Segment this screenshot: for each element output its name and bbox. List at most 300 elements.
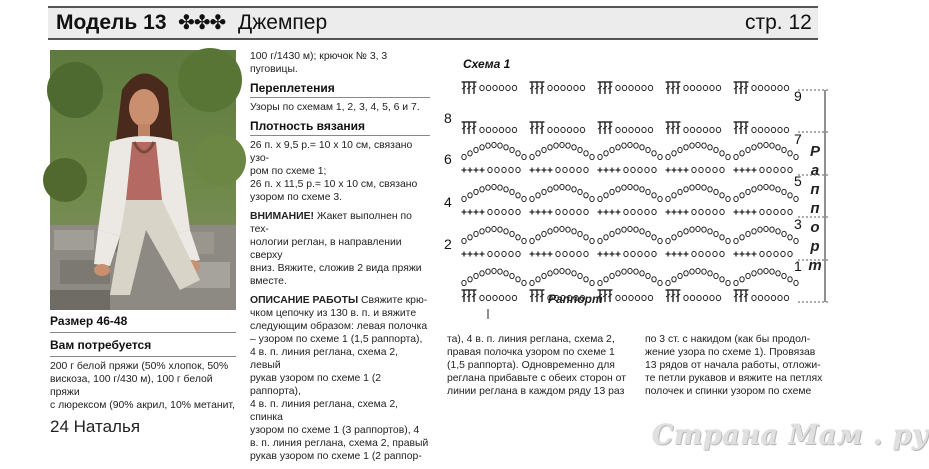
chain-symbol — [522, 280, 526, 285]
chain-symbol — [788, 277, 792, 282]
chain-symbol — [634, 185, 638, 190]
chain-symbol — [516, 193, 520, 198]
chain-symbol — [556, 251, 560, 256]
chain-symbol — [536, 151, 540, 156]
single-crochet-symbol — [666, 168, 671, 173]
chain-symbol — [752, 145, 756, 150]
chain-symbol — [678, 273, 682, 278]
chain-symbol — [720, 151, 724, 156]
chain-symbol — [572, 187, 576, 192]
double-crochet-symbol — [734, 82, 739, 94]
chain-symbol — [610, 147, 614, 152]
text-line: 100 г/1430 м); крючок № 3, 3 пуговицы. — [250, 51, 388, 75]
chain-symbol — [760, 251, 764, 256]
chain-symbol — [516, 277, 520, 282]
chain-symbol — [788, 151, 792, 156]
chain-symbol — [486, 295, 490, 300]
single-crochet-symbol — [598, 252, 603, 257]
chain-symbol — [765, 85, 769, 90]
chain-symbol — [468, 151, 472, 156]
rapport-label: Раппорт — [548, 292, 603, 306]
chain-symbol — [604, 277, 608, 282]
chain-symbol — [752, 271, 756, 276]
chain-symbol — [652, 151, 656, 156]
chain-symbol — [652, 277, 656, 282]
double-crochet-symbol — [467, 122, 472, 134]
text-line: та), 4 в. п. линия реглана, схема 2, — [447, 334, 615, 345]
chain-symbol — [658, 154, 662, 159]
chain-symbol — [752, 295, 756, 300]
chain-symbol — [726, 238, 730, 243]
chain-symbol — [512, 127, 516, 132]
double-crochet-symbol — [608, 82, 613, 94]
chain-symbol — [666, 238, 670, 243]
chain-symbol — [629, 295, 633, 300]
chain-symbol — [512, 295, 516, 300]
chain-symbol — [699, 251, 703, 256]
chain-symbol — [703, 127, 707, 132]
double-crochet-symbol — [676, 290, 681, 302]
chain-symbol — [758, 143, 762, 148]
row-number: 2 — [444, 236, 452, 252]
chain-symbol — [697, 85, 701, 90]
chain-symbol — [548, 187, 552, 192]
chain-symbol — [708, 271, 712, 276]
chain-symbol — [570, 251, 574, 256]
rapport-letter: а — [810, 162, 820, 179]
chain-symbol — [499, 295, 503, 300]
chain-symbol — [652, 167, 656, 172]
chain-symbol — [716, 295, 720, 300]
double-crochet-symbol — [598, 122, 603, 134]
chain-symbol — [584, 151, 588, 156]
chain-symbol — [720, 167, 724, 172]
chain-symbol — [782, 231, 786, 236]
chain-symbol — [542, 231, 546, 236]
chain-symbol — [716, 127, 720, 132]
chain-symbol — [578, 231, 582, 236]
chain-symbol — [566, 269, 570, 274]
double-crochet-symbol — [744, 82, 749, 94]
chain-symbol — [468, 235, 472, 240]
chain-symbol — [495, 209, 499, 214]
double-crochet-symbol — [676, 82, 681, 94]
rapport-letter: т — [808, 257, 822, 274]
chain-symbol — [590, 154, 594, 159]
chain-symbol — [504, 145, 508, 150]
chain-symbol — [522, 196, 526, 201]
chain-symbol — [468, 277, 472, 282]
text-line: узором по схеме 1 (3 раппортов), 4 — [250, 425, 420, 436]
text-line: 200 г белой пряжи (50% хлопок, 50% — [50, 361, 229, 372]
single-crochet-symbol — [746, 210, 751, 215]
single-crochet-symbol — [530, 252, 535, 257]
chain-symbol — [542, 273, 546, 278]
double-crochet-symbol — [666, 122, 671, 134]
chain-symbol — [690, 227, 694, 232]
text-line: 4 в. п. линия реглана, схема 2, спинка — [250, 399, 399, 423]
chain-symbol — [548, 229, 552, 234]
chain-symbol — [642, 85, 646, 90]
chain-symbol — [516, 151, 520, 156]
chain-symbol — [542, 147, 546, 152]
chain-symbol — [504, 229, 508, 234]
chain-symbol — [580, 85, 584, 90]
chain-symbol — [504, 271, 508, 276]
chain-symbol — [598, 238, 602, 243]
chain-symbol — [578, 147, 582, 152]
chain-symbol — [740, 151, 744, 156]
chain-symbol — [690, 269, 694, 274]
single-crochet-symbol — [536, 210, 541, 215]
chain-symbol — [498, 185, 502, 190]
chain-symbol — [499, 85, 503, 90]
chain-symbol — [563, 251, 567, 256]
chain-symbol — [720, 235, 724, 240]
chain-symbol — [720, 193, 724, 198]
chain-symbol — [474, 147, 478, 152]
chain-symbol — [462, 280, 466, 285]
single-crochet-symbol — [610, 252, 615, 257]
chain-symbol — [554, 227, 558, 232]
chain-symbol — [631, 209, 635, 214]
chain-symbol — [771, 85, 775, 90]
chain-symbol — [778, 127, 782, 132]
chain-symbol — [493, 295, 497, 300]
chain-symbol — [702, 269, 706, 274]
text-line: рукав узором по схеме 1 (2 раппорта), — [250, 373, 382, 397]
double-crochet-symbol — [671, 82, 676, 94]
chain-symbol — [734, 280, 738, 285]
chain-symbol — [640, 271, 644, 276]
chain-symbol — [778, 85, 782, 90]
single-crochet-symbol — [684, 210, 689, 215]
chain-symbol — [577, 167, 581, 172]
single-crochet-symbol — [616, 252, 621, 257]
chain-symbol — [530, 196, 534, 201]
text-line: ром по схеме 1; — [250, 166, 327, 177]
chain-symbol — [784, 295, 788, 300]
chain-symbol — [696, 268, 700, 273]
chain-symbol — [658, 280, 662, 285]
single-crochet-symbol — [740, 168, 745, 173]
chain-symbol — [560, 184, 564, 189]
chain-symbol — [570, 209, 574, 214]
single-crochet-symbol — [734, 168, 739, 173]
chain-symbol — [634, 227, 638, 232]
chain-symbol — [498, 269, 502, 274]
chain-symbol — [492, 268, 496, 273]
chain-symbol — [710, 295, 714, 300]
instructions-column-4 — [645, 333, 835, 398]
chain-symbol — [702, 185, 706, 190]
chain-symbol — [560, 226, 564, 231]
chain-symbol — [648, 85, 652, 90]
chain-symbol — [536, 193, 540, 198]
chain-symbol — [692, 209, 696, 214]
chain-symbol — [572, 271, 576, 276]
text-line: 26 п. х 9,5 р.= 10 х 10 см, связано узо- — [250, 140, 413, 164]
chain-symbol — [767, 167, 771, 172]
double-crochet-symbol — [530, 122, 535, 134]
chain-symbol — [634, 269, 638, 274]
chain-symbol — [666, 280, 670, 285]
chain-symbol — [746, 147, 750, 152]
chain-symbol — [624, 251, 628, 256]
chain-symbol — [758, 127, 762, 132]
double-crochet-symbol — [603, 82, 608, 94]
page-reference: стр. 12 — [745, 11, 812, 34]
chain-symbol — [771, 127, 775, 132]
chain-symbol — [696, 142, 700, 147]
text-line: реглана прибавьте с обеих сторон от — [447, 373, 626, 384]
chain-symbol — [640, 145, 644, 150]
chain-symbol — [570, 167, 574, 172]
chain-symbol — [584, 235, 588, 240]
crochet-diagram — [440, 70, 830, 325]
chain-symbol — [510, 231, 514, 236]
chain-symbol — [699, 167, 703, 172]
chain-symbol — [590, 238, 594, 243]
chain-symbol — [635, 85, 639, 90]
chain-symbol — [794, 280, 798, 285]
single-crochet-symbol — [604, 252, 609, 257]
chain-symbol — [706, 251, 710, 256]
chain-symbol — [646, 273, 650, 278]
chain-symbol — [506, 127, 510, 132]
chain-symbol — [734, 154, 738, 159]
chain-symbol — [740, 235, 744, 240]
single-crochet-symbol — [734, 210, 739, 215]
work-description-label: ОПИСАНИЕ РАБОТЫ — [250, 295, 359, 306]
chain-symbol — [480, 145, 484, 150]
chain-symbol — [509, 209, 513, 214]
chain-symbol — [556, 209, 560, 214]
density-heading: Плотность вязания — [250, 120, 430, 136]
chain-symbol — [502, 209, 506, 214]
materials-text — [50, 360, 240, 412]
double-crochet-symbol — [467, 290, 472, 302]
chain-symbol — [629, 127, 633, 132]
chain-symbol — [720, 277, 724, 282]
model-name: Джемпер — [238, 11, 328, 34]
chain-symbol — [462, 154, 466, 159]
single-crochet-symbol — [684, 168, 689, 173]
chain-symbol — [788, 209, 792, 214]
chain-symbol — [746, 189, 750, 194]
size-heading: Размер 46-48 — [50, 314, 128, 328]
chain-symbol — [788, 235, 792, 240]
chain-symbol — [760, 167, 764, 172]
chain-symbol — [604, 235, 608, 240]
chain-symbol — [584, 167, 588, 172]
chain-symbol — [776, 187, 780, 192]
single-crochet-symbol — [604, 210, 609, 215]
chain-symbol — [666, 196, 670, 201]
row-number: 4 — [444, 194, 452, 210]
crochet-chart — [440, 70, 830, 320]
single-crochet-symbol — [480, 252, 485, 257]
chain-symbol — [512, 85, 516, 90]
chain-symbol — [574, 85, 578, 90]
double-crochet-symbol — [462, 290, 467, 302]
row-number: 6 — [444, 151, 452, 167]
chain-symbol — [567, 127, 571, 132]
chain-symbol — [616, 295, 620, 300]
single-crochet-symbol — [542, 210, 547, 215]
chain-symbol — [684, 229, 688, 234]
double-crochet-symbol — [739, 82, 744, 94]
chain-symbol — [726, 196, 730, 201]
page-footer: 24 Наталья — [50, 417, 141, 436]
rapport-letter: о — [810, 219, 820, 236]
chain-symbol — [646, 147, 650, 152]
chain-symbol — [628, 226, 632, 231]
chain-symbol — [684, 271, 688, 276]
chain-symbol — [598, 280, 602, 285]
chain-symbol — [572, 145, 576, 150]
text-line: нологии реглан, в направлении сверху — [250, 237, 402, 261]
chain-symbol — [610, 273, 614, 278]
single-crochet-symbol — [468, 252, 473, 257]
chain-symbol — [578, 273, 582, 278]
chain-symbol — [794, 154, 798, 159]
chain-symbol — [561, 127, 565, 132]
single-crochet-symbol — [548, 168, 553, 173]
chain-symbol — [567, 85, 571, 90]
chain-symbol — [590, 280, 594, 285]
single-crochet-symbol — [666, 252, 671, 257]
text-line: жение узора по схеме 1). Провязав — [645, 347, 816, 358]
instructions-column — [250, 50, 430, 469]
chain-symbol — [658, 238, 662, 243]
double-crochet-symbol — [603, 290, 608, 302]
chain-symbol — [752, 229, 756, 234]
single-crochet-symbol — [542, 168, 547, 173]
single-crochet-symbol — [746, 252, 751, 257]
chain-symbol — [510, 189, 514, 194]
rapport-letter: р — [810, 238, 820, 255]
chain-symbol — [782, 273, 786, 278]
chain-symbol — [648, 127, 652, 132]
single-crochet-symbol — [610, 210, 615, 215]
chain-symbol — [634, 143, 638, 148]
text-line: Жакет выполнен по тех- — [250, 211, 412, 235]
chain-symbol — [492, 142, 496, 147]
chain-symbol — [672, 151, 676, 156]
chain-symbol — [702, 227, 706, 232]
chain-symbol — [536, 277, 540, 282]
chain-symbol — [474, 231, 478, 236]
chain-symbol — [566, 227, 570, 232]
chain-symbol — [506, 85, 510, 90]
chain-symbol — [604, 151, 608, 156]
chain-symbol — [616, 85, 620, 90]
chain-symbol — [574, 127, 578, 132]
single-crochet-symbol — [752, 168, 757, 173]
chain-symbol — [652, 251, 656, 256]
chain-symbol — [706, 209, 710, 214]
chain-symbol — [622, 269, 626, 274]
double-crochet-symbol — [734, 290, 739, 302]
chain-symbol — [764, 184, 768, 189]
text-line: следующим образом: левая полочка — [250, 321, 428, 332]
row-number: 9 — [794, 88, 802, 104]
chain-symbol — [522, 154, 526, 159]
single-crochet-symbol — [672, 252, 677, 257]
chain-symbol — [516, 251, 520, 256]
single-crochet-symbol — [678, 168, 683, 173]
single-crochet-symbol — [752, 210, 757, 215]
stars-ornament: ✤✤✤ — [178, 12, 226, 34]
chain-symbol — [788, 251, 792, 256]
single-crochet-symbol — [548, 252, 553, 257]
chain-symbol — [584, 193, 588, 198]
single-crochet-symbol — [678, 210, 683, 215]
single-crochet-symbol — [616, 210, 621, 215]
chain-symbol — [530, 280, 534, 285]
chain-symbol — [710, 127, 714, 132]
chain-symbol — [506, 295, 510, 300]
chain-symbol — [578, 189, 582, 194]
chain-symbol — [509, 251, 513, 256]
chain-symbol — [492, 184, 496, 189]
text-line: вискоза, 100 г/430 м), 100 г белой пряжи — [50, 374, 213, 398]
single-crochet-symbol — [480, 168, 485, 173]
chain-symbol — [684, 145, 688, 150]
chain-symbol — [480, 271, 484, 276]
double-crochet-symbol — [739, 122, 744, 134]
chain-symbol — [758, 185, 762, 190]
chain-symbol — [706, 167, 710, 172]
chain-symbol — [563, 209, 567, 214]
chain-symbol — [734, 238, 738, 243]
double-crochet-symbol — [472, 290, 477, 302]
chain-symbol — [784, 127, 788, 132]
chain-symbol — [638, 167, 642, 172]
chain-symbol — [645, 209, 649, 214]
rapport-letter: п — [810, 181, 820, 198]
chain-symbol — [530, 238, 534, 243]
chain-symbol — [548, 127, 552, 132]
text-line: Свяжите крю- — [358, 295, 428, 306]
double-crochet-symbol — [744, 122, 749, 134]
chain-symbol — [502, 167, 506, 172]
chain-symbol — [622, 143, 626, 148]
text-line: 13 рядов от начала работы, отложи- — [645, 360, 821, 371]
chain-symbol — [616, 187, 620, 192]
chain-symbol — [690, 143, 694, 148]
text-line: Узоры по схемам 1, 2, 3, 4, 5, 6 и 7. — [250, 102, 420, 113]
text-line: по 3 ст. с накидом (как бы продол- — [645, 334, 811, 345]
chain-symbol — [510, 273, 514, 278]
single-crochet-symbol — [542, 252, 547, 257]
chain-symbol — [767, 251, 771, 256]
chain-symbol — [566, 185, 570, 190]
chain-symbol — [610, 189, 614, 194]
double-crochet-symbol — [540, 122, 545, 134]
chain-symbol — [774, 251, 778, 256]
chain-symbol — [684, 85, 688, 90]
chain-symbol — [690, 127, 694, 132]
chain-symbol — [703, 85, 707, 90]
chain-symbol — [610, 231, 614, 236]
chain-symbol — [734, 196, 738, 201]
chain-symbol — [554, 127, 558, 132]
chain-symbol — [492, 226, 496, 231]
chain-symbol — [672, 235, 676, 240]
single-crochet-symbol — [462, 210, 467, 215]
